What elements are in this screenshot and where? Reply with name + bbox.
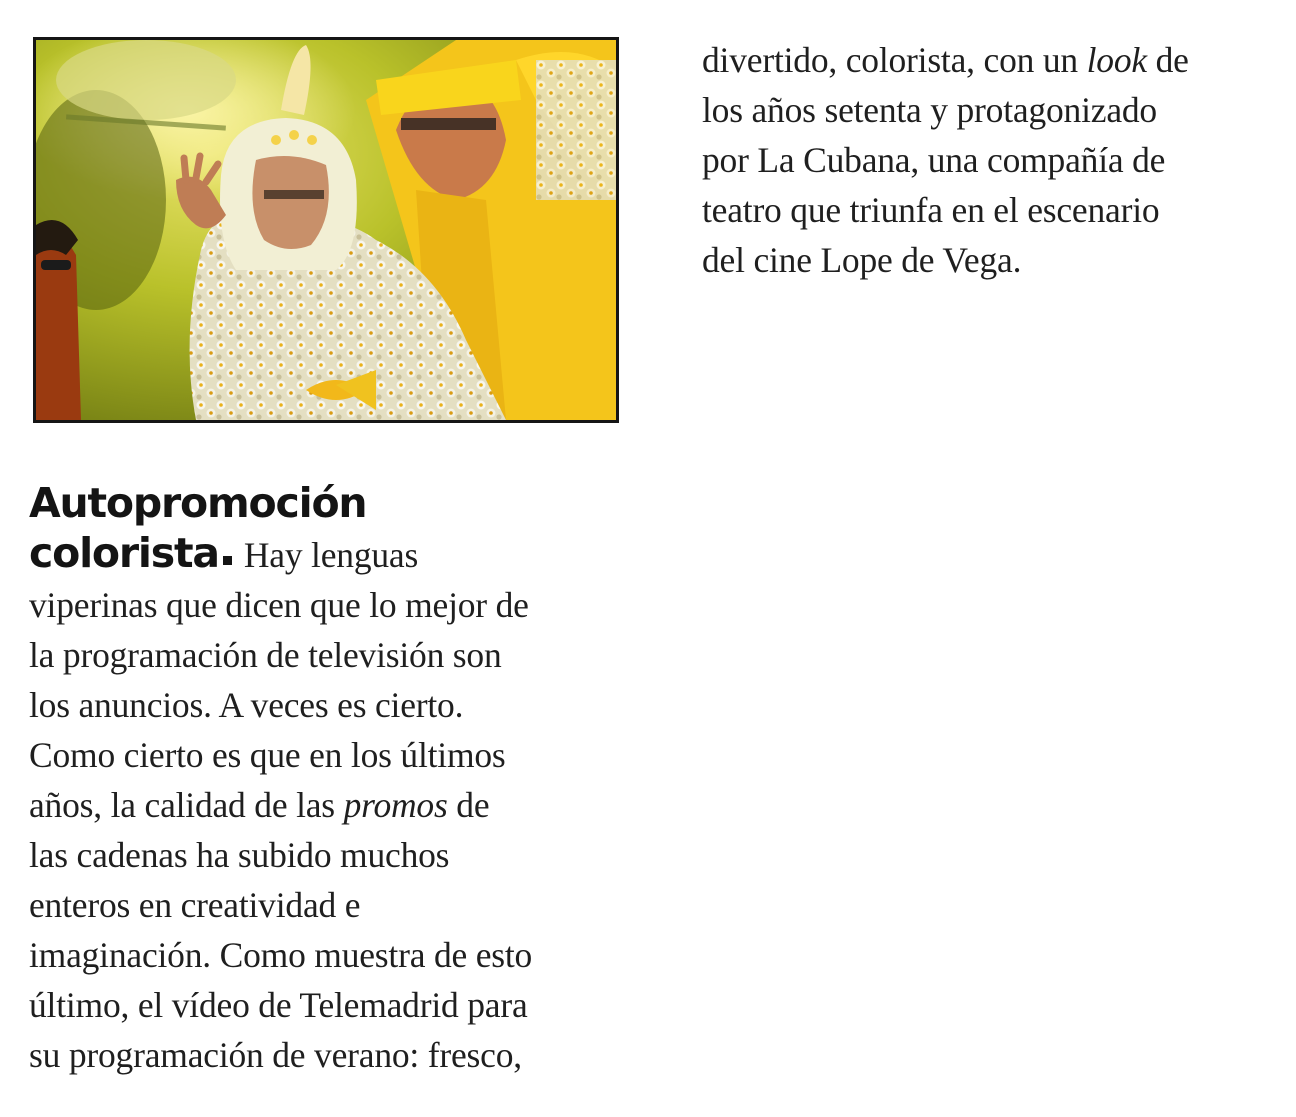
- right-line-1-start: divertido, colorista, con un: [702, 40, 1087, 80]
- article-photo: [33, 37, 619, 423]
- left-line-5: Como cierto es que en los últimos: [29, 735, 506, 775]
- left-line-4: los anuncios. A veces es cierto.: [29, 685, 464, 725]
- left-line-8: enteros en creatividad e: [29, 885, 361, 925]
- right-line-4: teatro que triunfa en el escenario: [702, 190, 1160, 230]
- right-line-1-end: de: [1146, 40, 1189, 80]
- left-line-6: [29, 780, 532, 830]
- left-line-3: la programación de televisión son: [29, 635, 502, 675]
- right-line-3: por La Cubana, una compañía de: [702, 140, 1166, 180]
- left-line-2: viperinas que dicen que lo mejor de: [29, 585, 529, 625]
- left-line-1: [29, 528, 532, 580]
- article-heading-line-2: colorista: [29, 529, 219, 577]
- left-column-text: [29, 478, 532, 1080]
- right-line-1: [702, 35, 1189, 85]
- left-line-6-start: años, la calidad de las: [29, 785, 344, 825]
- left-line-6-end: de: [447, 785, 490, 825]
- left-line-6-italic: promos: [343, 785, 448, 825]
- performers-photo-illustration: [36, 40, 616, 420]
- left-line-9: imaginación. Como muestra de esto: [29, 935, 533, 975]
- right-column-text: [702, 35, 1189, 285]
- left-line-1-text: Hay lenguas: [243, 535, 419, 575]
- left-line-11: su programación de verano: fresco,: [29, 1035, 522, 1075]
- right-line-5: del cine Lope de Vega.: [702, 240, 1022, 280]
- heading-bullet: [223, 556, 232, 565]
- right-line-1-italic: look: [1086, 40, 1147, 80]
- left-line-7: las cadenas ha subido muchos: [29, 835, 450, 875]
- left-line-10: último, el vídeo de Telemadrid para: [29, 985, 528, 1025]
- article-heading-line-1: Autopromoción: [29, 479, 367, 527]
- right-line-2: los años setenta y protagonizado: [702, 90, 1157, 130]
